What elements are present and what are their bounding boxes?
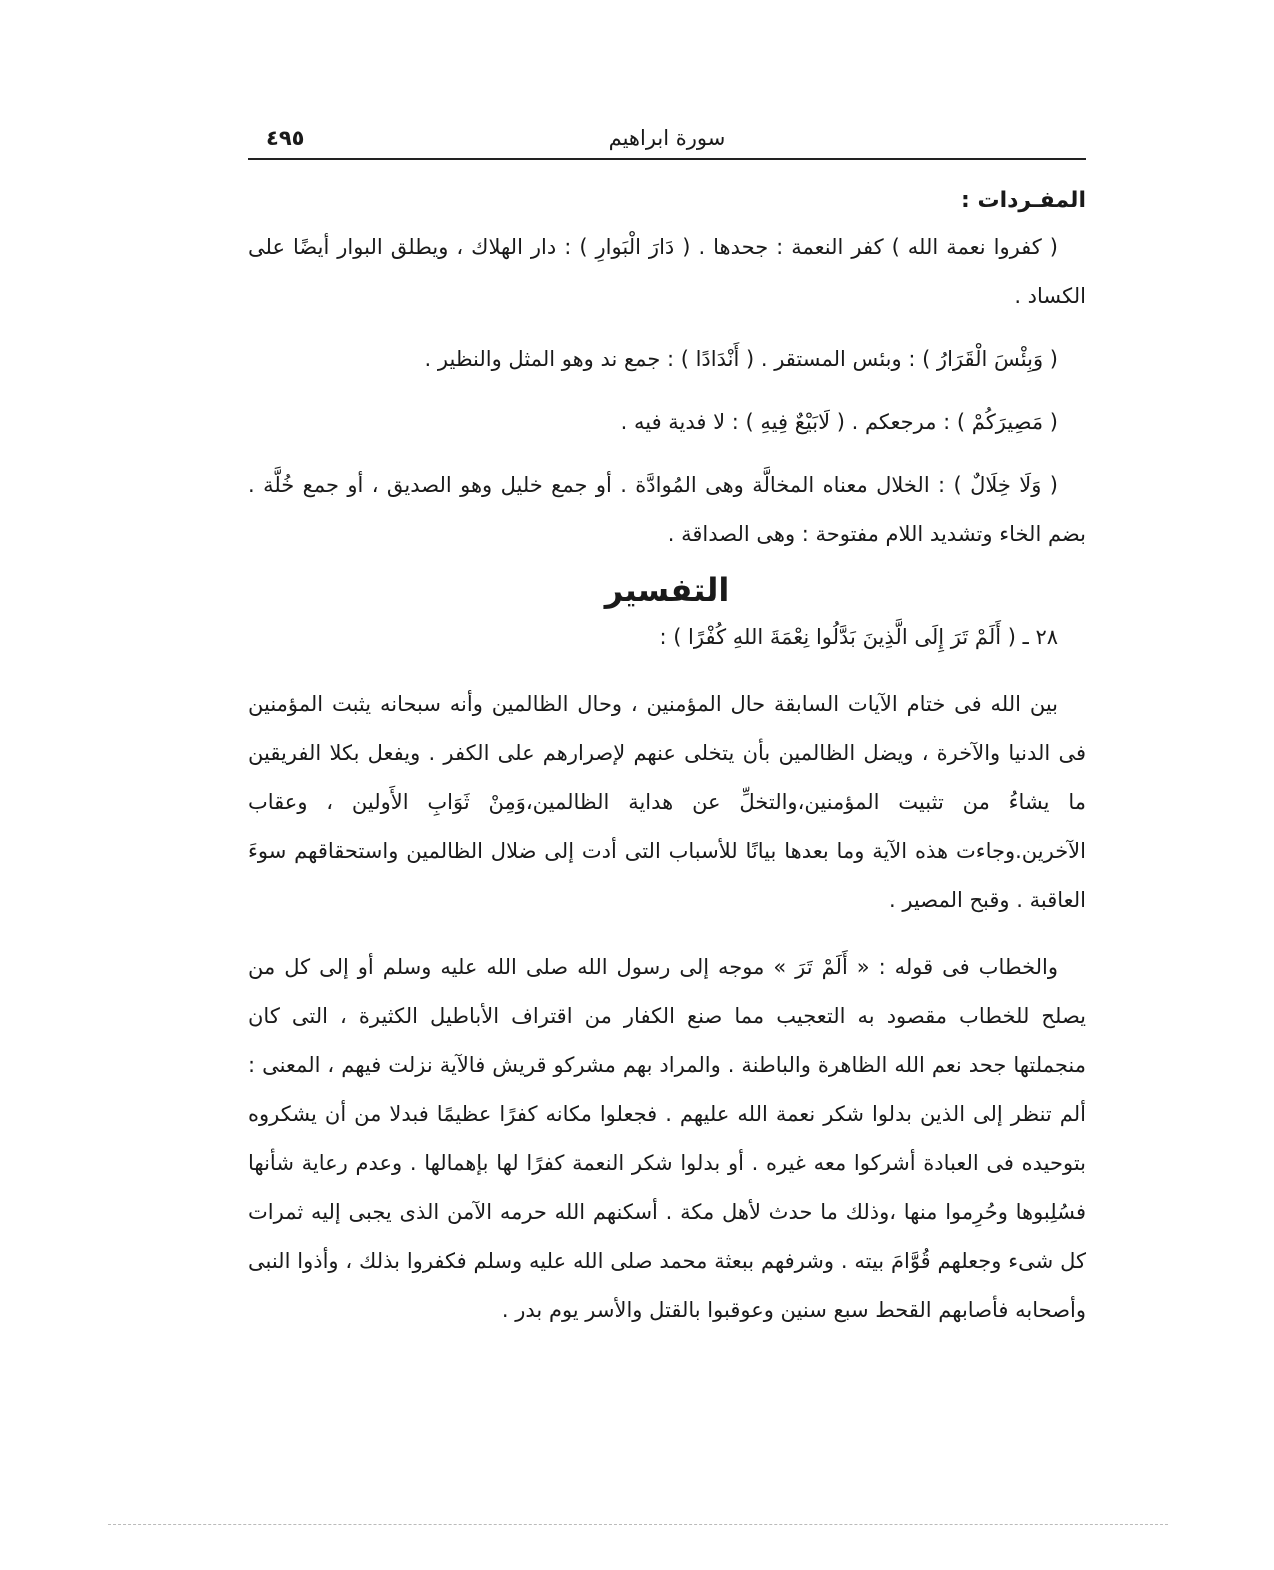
tafsir-paragraph: بين الله فى ختام الآيات السابقة حال المؤمنين ، وحال الظالمين وأنه سبحانه يثبت المؤمنين فى الدنيا والآخرة ، ويضل الظالمين بأن يتخلى عنهم لإصرارهم على الكفر . ويفعل بكلا الفريقين ما يشاءُ من تثبيت المؤمنين،والتخلِّ عن هداية الظالمين،وَمِنْ ثَوَابِ الأَولين ، وعقاب الآخرين.وجاءت هذه الآية وما بعدها بيانًا للأسباب التى أدت إلى ضلال الظالمين واستحقاقهم سوءَ العاقبة . وقبح المصير .	[248, 692, 1086, 912]
tafsir-heading: التفسير	[604, 571, 730, 609]
vocabulary-entry: ( مَصِيرَكُمْ ) : مرجعكم . ( لَابَيْعٌ فِيهِ ) : لا فدية فيه .	[620, 410, 1058, 434]
vocabulary-entry: ( وَبِئْسَ الْقَرَارُ ) : وبئس المستقر . ( أَنْدَادًا ) : جمع ند وهو المثل والنظير .	[424, 347, 1058, 371]
bottom-divider	[108, 1524, 1168, 1525]
tafsir-paragraph: والخطاب فى قوله : « أَلَمْ تَرَ » موجه إلى رسول الله صلى الله عليه وسلم أو إلى كل من يصلح للخطاب مقصود به التعجيب مما صنع الكفار من اقتراف الأباطيل الكثيرة ، التى كان منجملتها جحد نعم الله الظاهرة والباطنة . والمراد بهم مشركو قريش فالآية نزلت فيهم ، المعنى : ألم تنظر إلى الذين بدلوا شكر نعمة الله عليهم . فجعلوا مكانه كفرًا عظيمًا فبدلا من أن يشكروه بتوحيده فى العبادة أشركوا معه غيره . أو بدلوا شكر النعمة كفرًا لها بإهمالها . وعدم رعاية شأنها فسُلِبوها وحُرِموا منها ،وذلك ما حدث لأهل مكة . أسكنهم الله حرمه الآمن الذى يجبى إليه ثمرات كل شىء وجعلهم قُوَّامَ بيته . وشرفهم ببعثة محمد صلى الله عليه وسلم فكفروا بذلك ، وأذوا النبى وأصحابه فأصابهم القحط سبع سنين وعوقبوا بالقتل والأسر يوم بدر .	[248, 955, 1086, 1322]
page-number: ٤٩٥	[266, 126, 305, 150]
vocabulary-heading: المفـردات :	[961, 188, 1086, 213]
vocabulary-entry: ( كفروا نعمة الله ) كفر النعمة : جحدها . ( دَارَ الْبَوارِ ) : دار الهلاك ، ويطلق البوار أيضًا على الكساد .	[248, 235, 1086, 308]
vocabulary-entry: ( وَلَا خِلَالٌ ) : الخلال معناه المخالَّة وهى المُوادَّة . أو جمع خليل وهو الصديق ، أو جمع خُلَّة . بضم الخاء وتشديد اللام مفتوحة : وهى الصداقة .	[248, 473, 1086, 546]
page-header	[248, 120, 1086, 160]
verse-line: ٢٨ ـ ( أَلَمْ تَرَ إِلَى الَّذِينَ بَدَّلُوا نِعْمَةَ اللهِ كُفْرًا ) :	[659, 625, 1058, 649]
surah-title: سورة ابراهيم	[608, 126, 726, 150]
book-page	[248, 120, 1086, 1335]
